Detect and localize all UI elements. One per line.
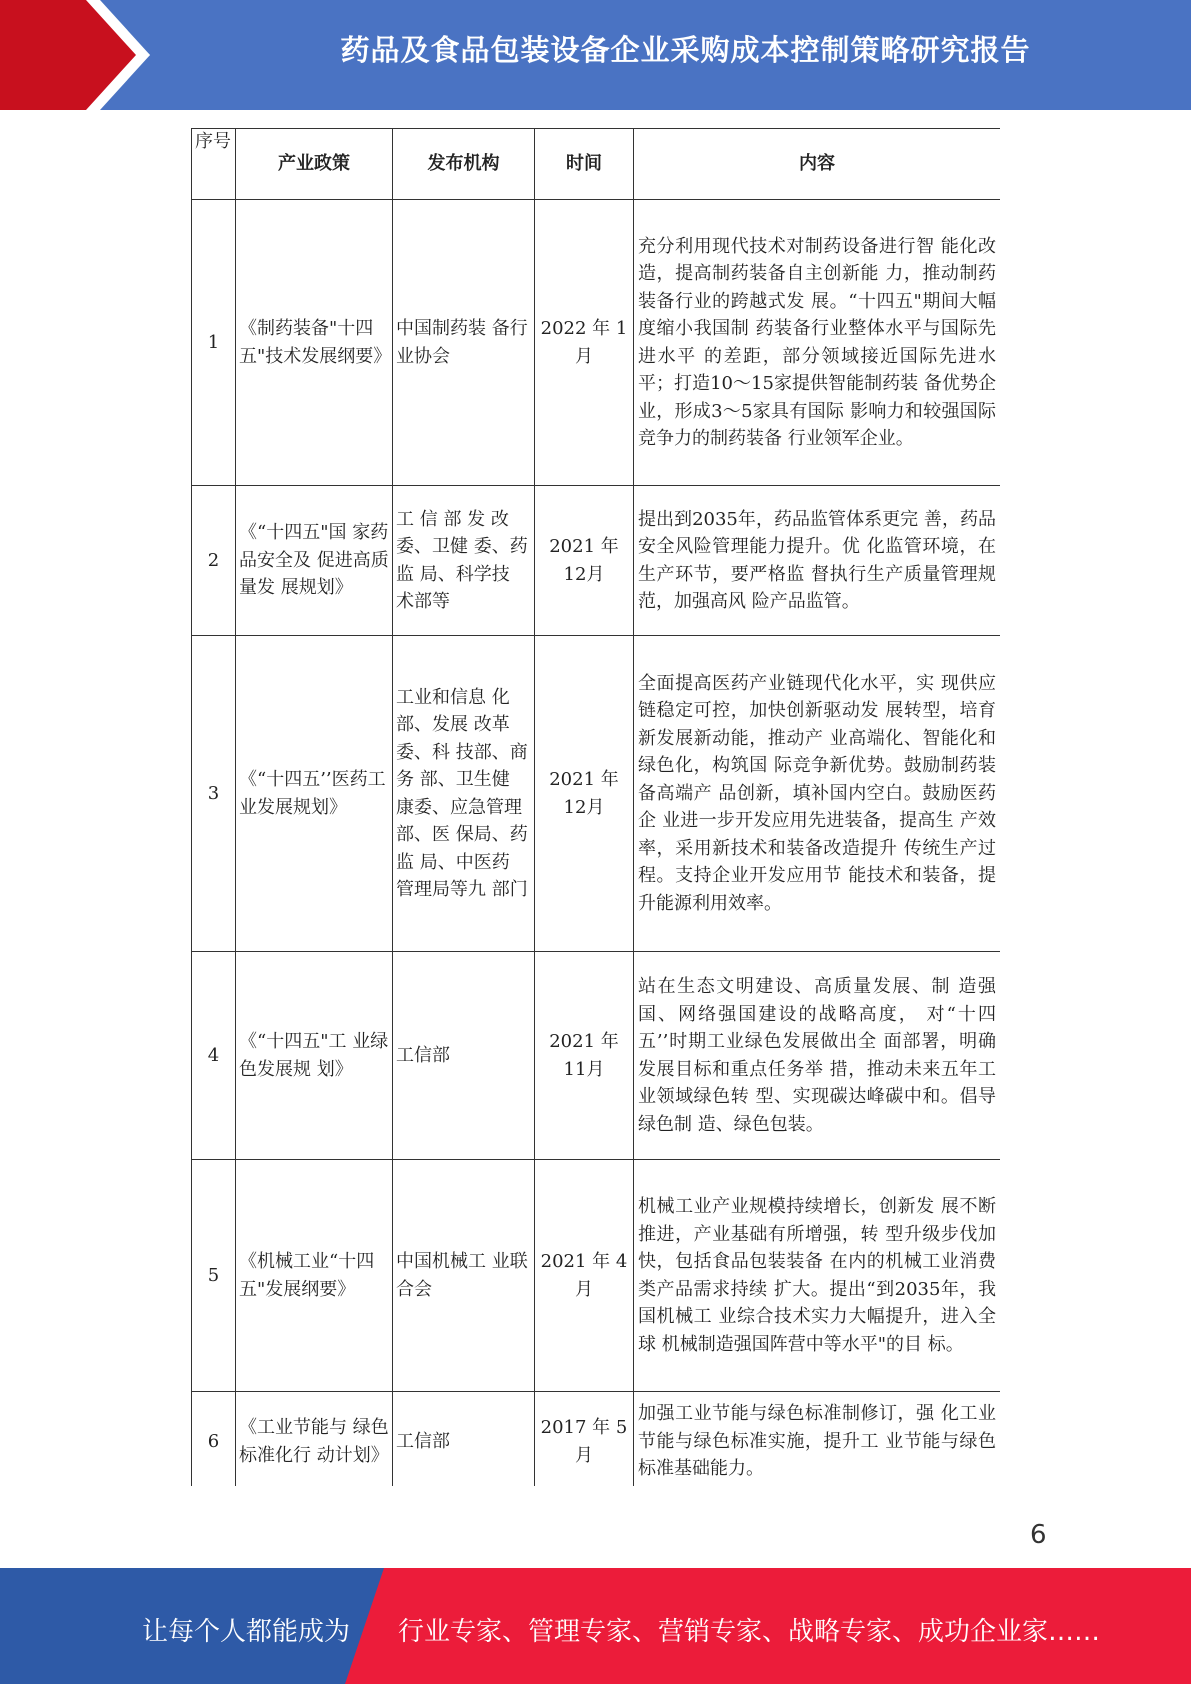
cell-seq: 1 xyxy=(192,200,236,486)
header-org: 发布机构 xyxy=(393,129,535,200)
table-header-row xyxy=(192,129,1001,200)
cell-time: 2021 年 12月 xyxy=(535,636,634,952)
table-row xyxy=(192,486,1001,636)
cell-seq: 5 xyxy=(192,1160,236,1392)
cell-org: 工信部 xyxy=(393,1392,535,1487)
cell-content: 站在生态文明建设、高质量发展、制 造强国、网络强国建设的战略高度， 对“十四五’’时期工业绿色发展做出全 面部署，明确发展目标和重点任务举 措，推动未来五年工业领域绿色转 型、实现碳达峰碳中和。倡导绿色制 造、绿色包装。 xyxy=(634,952,1001,1160)
table-row xyxy=(192,1392,1001,1487)
cell-time: 2021 年 11月 xyxy=(535,952,634,1160)
table-row xyxy=(192,636,1001,952)
cell-org: 工 信 部 发 改委、卫健 委、药监 局、科学技 术部等 xyxy=(393,486,535,636)
cell-time: 2017 年 5月 xyxy=(535,1392,634,1487)
cell-policy: 《“十四五"工 业绿色发展规 划》 xyxy=(236,952,393,1160)
cell-content: 全面提高医药产业链现代化水平，实 现供应链稳定可控，加快创新驱动发 展转型，培育新发展新动能，推动产 业高端化、智能化和绿色化，构筑国 际竞争新优势。鼓励制药装备高端产 品创新，填补国内空白。鼓励医药企 业进一步开发应用先进装备，提高生 产效率，采用新技术和装备改造提升 传统生产过程。支持企业开发应用节 能技术和装备，提升能源利用效率。 xyxy=(634,636,1001,952)
header-content: 内容 xyxy=(634,129,1001,200)
header-time: 时间 xyxy=(535,129,634,200)
cell-policy: 《制药装备"十四五"技术发展纲要》 xyxy=(236,200,393,486)
cell-seq: 3 xyxy=(192,636,236,952)
report-header xyxy=(0,0,1191,110)
cell-seq: 4 xyxy=(192,952,236,1160)
page-number: 6 xyxy=(1030,1520,1047,1550)
cell-org: 工业和信息 化部、发展 改革委、科 技部、商务 部、卫生健 康委、应急管理部、医 保局、药监 局、中医药 管理局等九 部门 xyxy=(393,636,535,952)
table-row xyxy=(192,1160,1001,1392)
policy-table-container xyxy=(191,128,1000,1486)
cell-policy: 《机械工业“十四五"发展纲要》 xyxy=(236,1160,393,1392)
table-row xyxy=(192,952,1001,1160)
cell-policy: 《“十四五’’医药工业发展规划》 xyxy=(236,636,393,952)
cell-policy: 《工业节能与 绿色标准化行 动计划》 xyxy=(236,1392,393,1487)
table-row xyxy=(192,200,1001,486)
footer-slogan-left: 让每个人都能成为 xyxy=(142,1617,351,1647)
cell-seq: 6 xyxy=(192,1392,236,1487)
cell-time: 2022 年 1月 xyxy=(535,200,634,486)
report-title: 药品及食品包装设备企业采购成本控制策略研究报告 xyxy=(340,33,1031,67)
cell-time: 2021 年 12月 xyxy=(535,486,634,636)
header-seq: 序号 xyxy=(192,129,236,200)
header-arrow-decoration xyxy=(0,0,200,110)
cell-content: 机械工业产业规模持续增长，创新发 展不断推进，产业基础有所增强，转 型升级步伐加快，包括食品包装装备 在内的机械工业消费类产品需求持续 扩大。提出“到2035年，我国机械工 业综合技术实力大幅提升，进入全球 机械制造强国阵营中等水平"的目 标。 xyxy=(634,1160,1001,1392)
cell-content: 提出到2035年，药品监管体系更完 善，药品安全风险管理能力提升。优 化监管环境，在生产环节，要严格监 督执行生产质量管理规范，加强高风 险产品监管。 xyxy=(634,486,1001,636)
policy-table xyxy=(191,128,1000,1486)
cell-content: 加强工业节能与绿色标准制修订，强 化工业节能与绿色标准实施，提升工 业节能与绿色标准基础能力。 xyxy=(634,1392,1001,1487)
footer-slogan-right: 行业专家、管理专家、营销专家、战略专家、成功企业家…… xyxy=(398,1617,1101,1647)
cell-seq: 2 xyxy=(192,486,236,636)
cell-org: 工信部 xyxy=(393,952,535,1160)
cell-policy: 《“十四五"国 家药品安全及 促进高质量发 展规划》 xyxy=(236,486,393,636)
cell-content: 充分利用现代技术对制药设备进行智 能化改造，提高制药装备自主创新能 力，推动制药装备行业的跨越式发 展。“十四五"期间大幅度缩小我国制 药装备行业整体水平与国际先进水平 的差距，部分领域接近国际先进水 平；打造10〜15家提供智能制药装 备优势企业，形成3〜5家具有国际 影响力和较强国际竞争力的制药装备 行业领军企业。 xyxy=(634,200,1001,486)
cell-org: 中国制药装 备行业协会 xyxy=(393,200,535,486)
cell-org: 中国机械工 业联合会 xyxy=(393,1160,535,1392)
header-policy: 产业政策 xyxy=(236,129,393,200)
cell-time: 2021 年 4月 xyxy=(535,1160,634,1392)
